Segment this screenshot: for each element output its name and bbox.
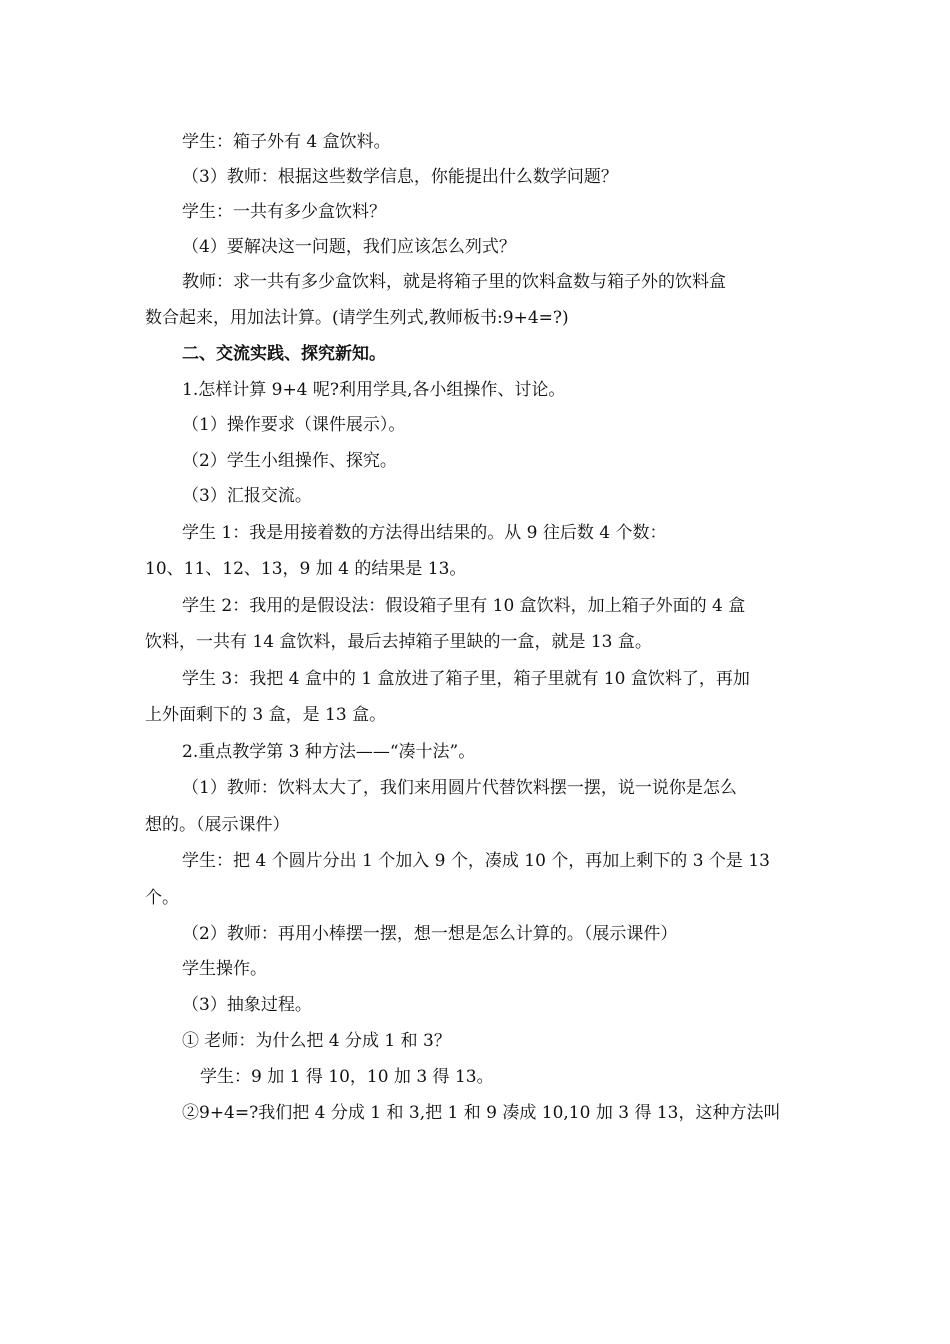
text-line: （4）要解决这一问题，我们应该怎么列式？ — [182, 237, 516, 257]
text-line: 上外面剩下的 3 盒，是 13 盒。 — [145, 705, 387, 725]
text-line: 2.重点教学第 3 种方法——“凑十法”。 — [182, 742, 476, 762]
text-line: 学生：一共有多少盒饮料？ — [182, 202, 386, 222]
text-line: 想的。（展示课件） — [145, 815, 290, 835]
text-line: 学生：把 4 个圆片分出 1 个加入 9 个，凑成 10 个，再加上剩下的 3 个是 13 — [182, 851, 770, 871]
text-line: 1.怎样计算 9+4 呢?利用学具,各小组操作、讨论。 — [182, 380, 566, 400]
text-line: 学生 2：我用的是假设法：假设箱子里有 10 盒饮料，加上箱子外面的 4 盒 — [182, 596, 746, 616]
text-line: （2）学生小组操作、探究。 — [182, 451, 397, 471]
text-line: （2）教师：再用小棒摆一摆，想一想是怎么计算的。（展示课件） — [182, 924, 678, 944]
text-line: （3）汇报交流。 — [182, 486, 312, 506]
text-line: 10、11、12、13，9 加 4 的结果是 13。 — [145, 559, 467, 579]
text-line: 教师：求一共有多少盒饮料，就是将箱子里的饮料盒数与箱子外的饮料盒 — [182, 272, 726, 292]
section-heading: 二、交流实践、探究新知。 — [182, 344, 386, 364]
text-line: 数合起来，用加法计算。(请学生列式,教师板书:9+4=?) — [145, 308, 569, 328]
text-line: （3）抽象过程。 — [182, 995, 312, 1015]
text-line: 学生：箱子外有 4 盒饮料。 — [182, 132, 391, 152]
text-line: （3）教师：根据这些数学信息，你能提出什么数学问题？ — [182, 167, 618, 187]
text-line: 学生 1：我是用接着数的方法得出结果的。从 9 往后数 4 个数： — [182, 523, 667, 543]
text-line: ① 老师：为什么把 4 分成 1 和 3？ — [182, 1031, 451, 1051]
text-line: （1）操作要求（课件展示）。 — [182, 415, 406, 435]
text-line: 学生 3：我把 4 盒中的 1 盒放进了箱子里，箱子里就有 10 盒饮料了，再加 — [182, 669, 750, 689]
text-line: ②9+4=?我们把 4 分成 1 和 3,把 1 和 9 凑成 10,10 加 3 得 13，这种方法叫 — [182, 1103, 781, 1123]
text-line: （1）教师：饮料太大了，我们来用圆片代替饮料摆一摆，说一说你是怎么 — [182, 778, 737, 798]
text-line: 学生操作。 — [182, 959, 267, 979]
text-line: 饮料，一共有 14 盒饮料，最后去掉箱子里缺的一盒，就是 13 盒。 — [145, 632, 652, 652]
text-line: 个。 — [145, 888, 179, 908]
text-line: 学生：9 加 1 得 10，10 加 3 得 13。 — [200, 1067, 494, 1087]
